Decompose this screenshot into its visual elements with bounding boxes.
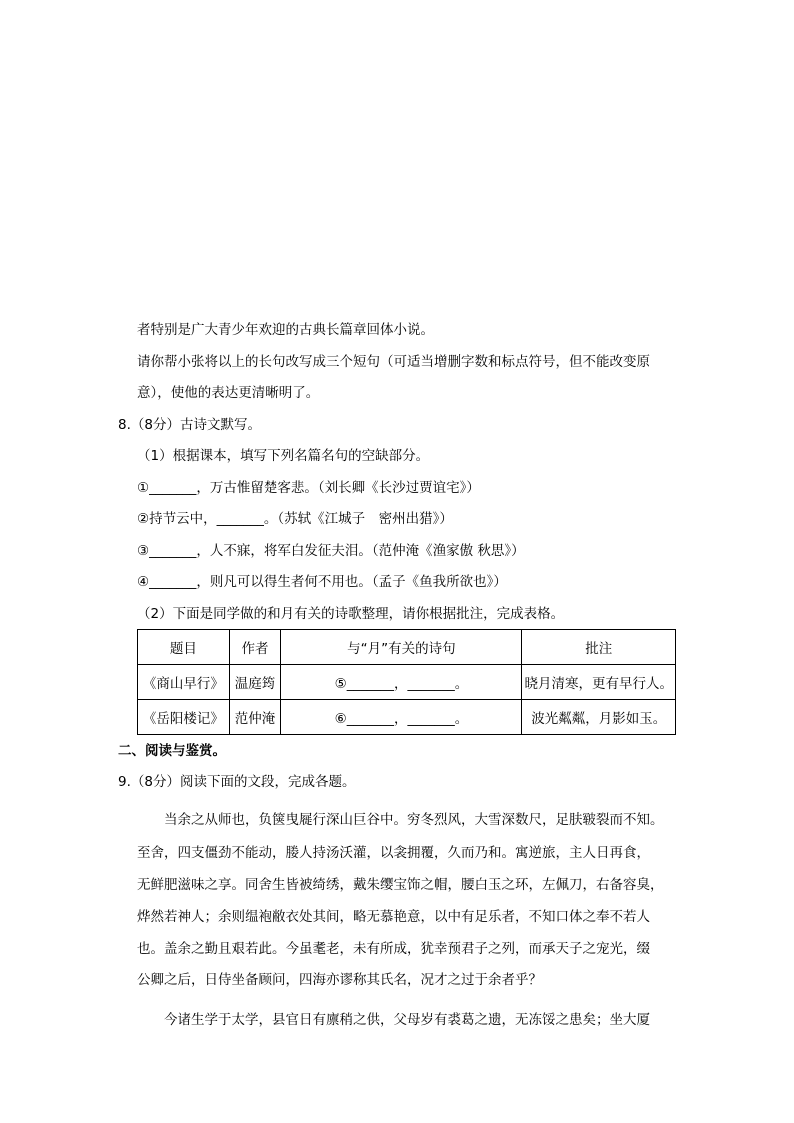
- section-heading: 二、阅读与鉴赏。: [118, 743, 226, 759]
- table-header: 与“月”有关的诗句: [281, 630, 522, 665]
- table-cell: ⑥_______，_______。: [281, 700, 522, 735]
- subquestion-1: （1）根据课本，填写下列名篇名句的空缺部分。: [137, 448, 430, 464]
- table-header-row: [138, 630, 676, 665]
- table-cell: 范仲淹: [229, 700, 281, 735]
- text-line: 者特别是广大青少年欢迎的古典长篇章回体小说。: [137, 322, 434, 338]
- table-cell: 温庭筠: [229, 665, 281, 700]
- question-title: 9.（8分）阅读下面的文段，完成各题。: [118, 774, 356, 790]
- table-cell: 《商山早行》: [138, 665, 230, 700]
- table-header: 作者: [229, 630, 281, 665]
- table-header: 批注: [522, 630, 676, 665]
- passage-line: 无鲜肥滋味之享。同舍生皆被绮绣，戴朱缨宝饰之帽，腰白玉之环，左佩刀，右备容臭，: [137, 877, 664, 893]
- table-header: 题目: [138, 630, 230, 665]
- question-title: 8.（8分）古诗文默写。: [118, 417, 261, 433]
- table-row: [138, 700, 676, 735]
- fill-blank-item: ④_______，则凡可以得生者何不用也。（孟子《鱼我所欲也》）: [137, 574, 507, 590]
- table-row: [138, 665, 676, 700]
- table-cell: ⑤_______，_______。: [281, 665, 522, 700]
- text-line: 请你帮小张将以上的长句改写成三个短句（可适当增删字数和标点符号，但不能改变原: [137, 354, 650, 370]
- passage-line: 烨然若神人；余则缊袍敝衣处其间，略无慕艳意，以中有足乐者，不知口体之奉不若人: [137, 909, 650, 925]
- table-cell: 波光粼粼，月影如玉。: [522, 700, 676, 735]
- fill-blank-item: ①_______，万古惟留楚客悲。（刘长卿《长沙过贾谊宅》）: [137, 480, 480, 496]
- fill-blank-item: ②持节云中，_______。（苏轼《江城子 密州出猎》）: [137, 511, 453, 527]
- passage-line: 公卿之后，日侍坐备顾问，四海亦谬称其氏名，况才之过于余者乎？: [137, 972, 542, 988]
- text-line: 意），使他的表达更清晰明了。: [137, 385, 320, 401]
- passage-line: 当余之从师也，负箧曳屣行深山巨谷中。穷冬烈风，大雪深数尺，足肤皲裂而不知。: [164, 812, 664, 828]
- fill-blank-item: ③_______，人不寐，将军白发征夫泪。（范仲淹《渔家傲 秋思》）: [137, 543, 525, 559]
- table-cell: 晓月清寒，更有早行人。: [522, 665, 676, 700]
- table-cell: 《岳阳楼记》: [138, 700, 230, 735]
- subquestion-2: （2）下面是同学做的和月有关的诗歌整理，请你根据批注，完成表格。: [137, 606, 565, 622]
- passage-line: 至舍，四支僵劲不能动，媵人持汤沃灌，以衾拥覆，久而乃和。寓逆旅，主人日再食，: [137, 845, 650, 861]
- passage-line: 今诸生学于太学，县官日有廪稍之供，父母岁有裘葛之遗，无冻馁之患矣；坐大厦: [164, 1012, 650, 1028]
- moon-poems-table: [137, 629, 676, 735]
- passage-line: 也。盖余之勤且艰若此。今虽耄老，未有所成，犹幸预君子之列，而承天子之宠光，缀: [137, 941, 650, 957]
